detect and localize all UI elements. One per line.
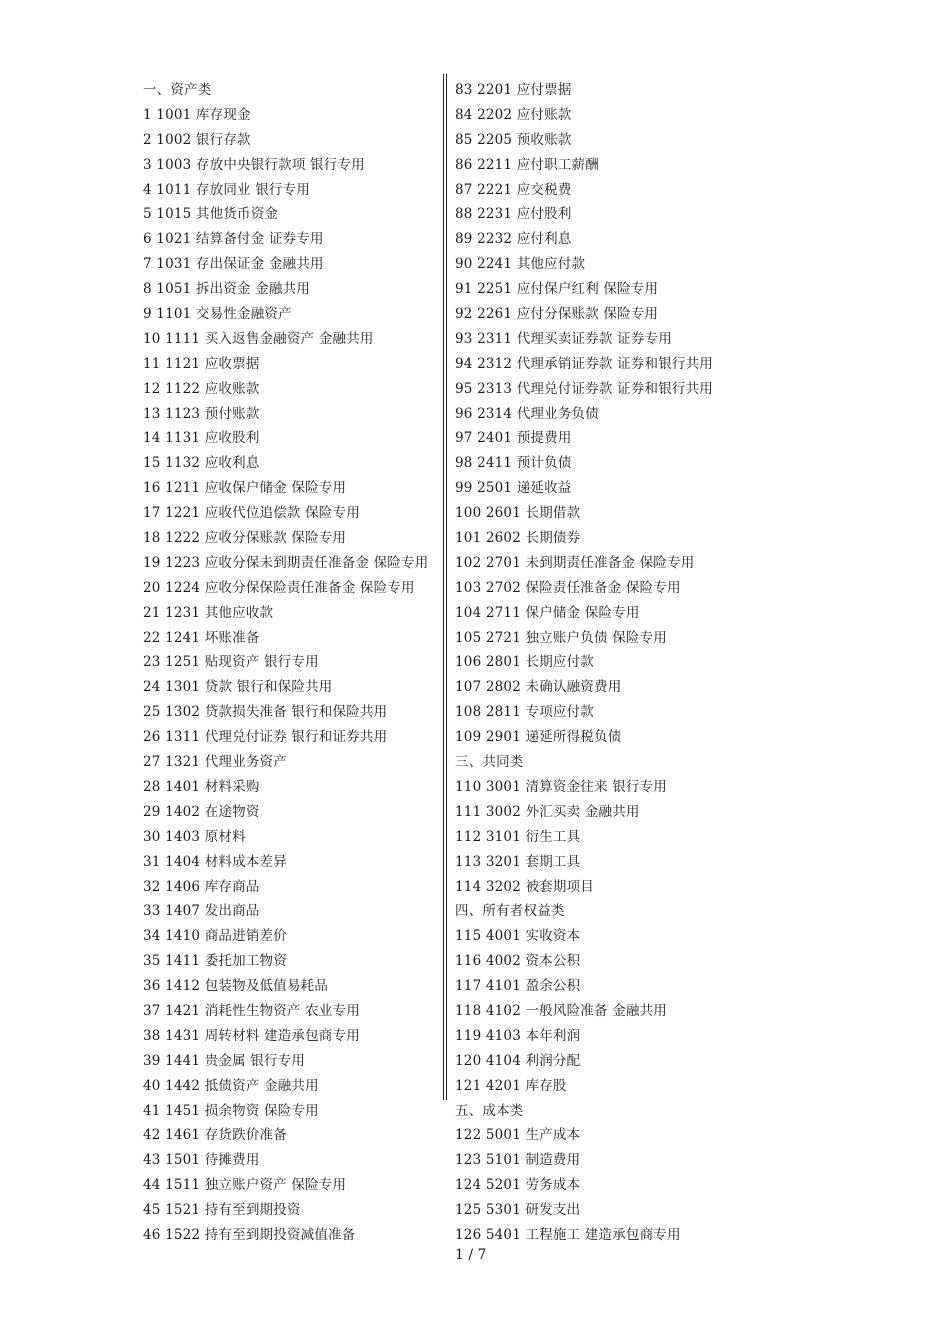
account-entry: 89 2232 应付利息 bbox=[455, 231, 572, 248]
account-entry: 22 1241 坏账准备 bbox=[143, 629, 260, 646]
account-entry: 23 1251 贴现资产 银行专用 bbox=[143, 654, 319, 671]
account-entry: 109 2901 递延所得税负债 bbox=[455, 729, 622, 746]
account-entry: 110 3001 清算资金往来 银行专用 bbox=[455, 778, 667, 795]
account-entry: 46 1522 持有至到期投资减值准备 bbox=[143, 1226, 356, 1243]
account-entry: 37 1421 消耗性生物资产 农业专用 bbox=[143, 1002, 360, 1019]
column-divider bbox=[443, 74, 447, 1100]
account-entry: 25 1302 贷款损失准备 银行和保险共用 bbox=[143, 704, 388, 721]
account-entry: 40 1442 抵债资产 金融共用 bbox=[143, 1077, 319, 1094]
account-entry: 36 1412 包装物及低值易耗品 bbox=[143, 978, 329, 995]
account-list-left-column bbox=[143, 78, 443, 1248]
account-entry: 94 2312 代理承销证券款 证券和银行共用 bbox=[455, 355, 714, 372]
account-entry: 91 2251 应付保户红利 保险专用 bbox=[455, 281, 659, 298]
account-entry: 13 1123 预付账款 bbox=[143, 405, 260, 422]
account-entry: 102 2701 未到期责任准备金 保险专用 bbox=[455, 554, 695, 571]
account-entry: 38 1431 周转材料 建造承包商专用 bbox=[143, 1027, 360, 1044]
account-entry: 7 1031 存出保证金 金融共用 bbox=[143, 256, 324, 273]
account-entry: 99 2501 递延收益 bbox=[455, 480, 572, 497]
account-entry: 1 1001 库存现金 bbox=[143, 106, 251, 123]
account-entry: 21 1231 其他应收款 bbox=[143, 604, 274, 621]
account-entry: 118 4102 一般风险准备 金融共用 bbox=[455, 1002, 667, 1019]
account-entry: 117 4101 盈余公积 bbox=[455, 978, 581, 995]
account-entry: 9 1101 交易性金融资产 bbox=[143, 306, 292, 323]
account-entry: 19 1223 应收分保未到期责任准备金 保险专用 bbox=[143, 554, 429, 571]
account-entry: 103 2702 保险责任准备金 保险专用 bbox=[455, 579, 681, 596]
section-heading: 一、资产类 bbox=[143, 82, 212, 98]
account-entry: 6 1021 结算备付金 证券专用 bbox=[143, 231, 324, 248]
account-entry: 12 1122 应收账款 bbox=[143, 380, 260, 397]
account-entry: 30 1403 原材料 bbox=[143, 828, 246, 845]
account-entry: 45 1521 持有至到期投资 bbox=[143, 1202, 301, 1219]
account-entry: 26 1311 代理兑付证券 银行和证券共用 bbox=[143, 729, 388, 746]
account-entry: 107 2802 未确认融资费用 bbox=[455, 679, 622, 696]
account-entry: 11 1121 应收票据 bbox=[143, 355, 260, 372]
account-entry: 88 2231 应付股利 bbox=[455, 206, 572, 223]
account-entry: 123 5101 制造费用 bbox=[455, 1152, 581, 1169]
account-entry: 86 2211 应付职工薪酬 bbox=[455, 156, 599, 173]
account-entry: 8 1051 拆出资金 金融共用 bbox=[143, 281, 311, 298]
account-entry: 119 4103 本年利润 bbox=[455, 1027, 581, 1044]
account-entry: 98 2411 预计负债 bbox=[455, 455, 572, 472]
account-entry: 122 5001 生产成本 bbox=[455, 1127, 581, 1144]
account-entry: 95 2313 代理兑付证券款 证券和银行共用 bbox=[455, 380, 714, 397]
account-entry: 42 1461 存货跌价准备 bbox=[143, 1127, 287, 1144]
account-entry: 4 1011 存放同业 银行专用 bbox=[143, 181, 311, 198]
account-entry: 31 1404 材料成本差异 bbox=[143, 853, 287, 870]
account-entry: 41 1451 损余物资 保险专用 bbox=[143, 1102, 319, 1119]
account-entry: 17 1221 应收代位追偿款 保险专用 bbox=[143, 505, 360, 522]
account-entry: 83 2201 应付票据 bbox=[455, 82, 572, 98]
account-entry: 28 1401 材料采购 bbox=[143, 778, 260, 795]
account-entry: 33 1407 发出商品 bbox=[143, 903, 260, 920]
account-entry: 104 2711 保户储金 保险专用 bbox=[455, 604, 640, 621]
account-entry: 125 5301 研发支出 bbox=[455, 1202, 581, 1219]
account-entry: 87 2221 应交税费 bbox=[455, 181, 572, 198]
account-entry: 20 1224 应收分保保险责任准备金 保险专用 bbox=[143, 579, 415, 596]
account-entry: 96 2314 代理业务负债 bbox=[455, 405, 599, 422]
account-entry: 44 1511 独立账户资产 保险专用 bbox=[143, 1177, 347, 1194]
account-list-right-column bbox=[455, 78, 785, 1248]
account-entry: 16 1211 应收保户储金 保险专用 bbox=[143, 480, 347, 497]
account-entry: 5 1015 其他货币资金 bbox=[143, 206, 279, 223]
account-entry: 35 1411 委托加工物资 bbox=[143, 953, 287, 970]
account-entry: 90 2241 其他应付款 bbox=[455, 256, 586, 273]
account-entry: 93 2311 代理买卖证券款 证券专用 bbox=[455, 330, 672, 347]
account-entry: 18 1222 应收分保账款 保险专用 bbox=[143, 530, 347, 547]
account-entry: 101 2602 长期债券 bbox=[455, 530, 581, 547]
account-entry: 29 1402 在途物资 bbox=[143, 803, 260, 820]
account-entry: 34 1410 商品进销差价 bbox=[143, 928, 287, 945]
account-entry: 32 1406 库存商品 bbox=[143, 878, 260, 895]
account-entry: 112 3101 衍生工具 bbox=[455, 828, 581, 845]
account-entry: 111 3002 外汇买卖 金融共用 bbox=[455, 803, 640, 820]
account-entry: 39 1441 贵金属 银行专用 bbox=[143, 1052, 306, 1069]
account-entry: 113 3201 套期工具 bbox=[455, 853, 581, 870]
account-entry: 115 4001 实收资本 bbox=[455, 928, 581, 945]
account-entry: 121 4201 库存股 bbox=[455, 1077, 567, 1094]
page-number: 1 / 7 bbox=[455, 1247, 487, 1263]
account-entry: 15 1132 应收利息 bbox=[143, 455, 260, 472]
account-entry: 14 1131 应收股利 bbox=[143, 430, 260, 447]
account-entry: 43 1501 待摊费用 bbox=[143, 1152, 260, 1169]
section-heading: 四、所有者权益类 bbox=[455, 903, 565, 920]
account-entry: 24 1301 贷款 银行和保险共用 bbox=[143, 679, 333, 696]
section-heading: 五、成本类 bbox=[455, 1102, 524, 1119]
account-entry: 108 2811 专项应付款 bbox=[455, 704, 595, 721]
account-entry: 120 4104 利润分配 bbox=[455, 1052, 581, 1069]
account-entry: 124 5201 劳务成本 bbox=[455, 1177, 581, 1194]
account-entry: 126 5401 工程施工 建造承包商专用 bbox=[455, 1226, 681, 1243]
account-entry: 84 2202 应付账款 bbox=[455, 106, 572, 123]
account-entry: 105 2721 独立账户负债 保险专用 bbox=[455, 629, 667, 646]
account-entry: 92 2261 应付分保账款 保险专用 bbox=[455, 306, 659, 323]
account-entry: 27 1321 代理业务资产 bbox=[143, 754, 287, 771]
account-entry: 10 1111 买入返售金融资产 金融共用 bbox=[143, 330, 374, 347]
account-entry: 114 3202 被套期项目 bbox=[455, 878, 595, 895]
account-entry: 85 2205 预收账款 bbox=[455, 131, 572, 148]
account-entry: 116 4002 资本公积 bbox=[455, 953, 581, 970]
section-heading: 三、共同类 bbox=[455, 754, 524, 771]
account-entry: 3 1003 存放中央银行款项 银行专用 bbox=[143, 156, 365, 173]
account-entry: 2 1002 银行存款 bbox=[143, 131, 251, 148]
account-entry: 100 2601 长期借款 bbox=[455, 505, 581, 522]
account-entry: 106 2801 长期应付款 bbox=[455, 654, 595, 671]
account-entry: 97 2401 预提费用 bbox=[455, 430, 572, 447]
